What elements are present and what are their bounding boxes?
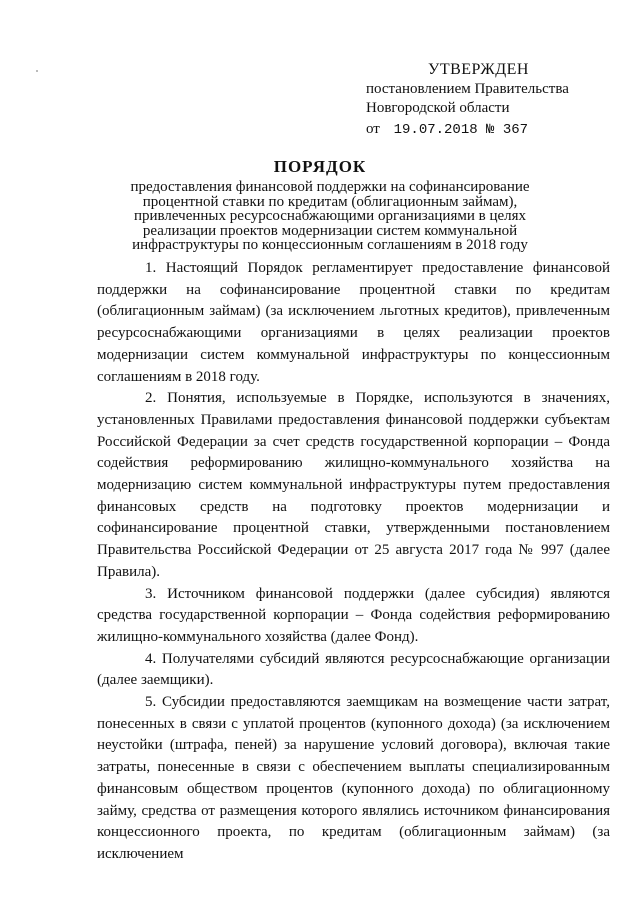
approval-date-value: 19.07.2018 № 367 bbox=[393, 122, 529, 138]
approval-stamp bbox=[366, 60, 626, 140]
document-subtitle: предоставления финансовой поддержки на софинансирование процентной ставки по кредитам (облигационным займам), привлеченных ресурсоснабжающими организациями в целях реализации проектов модернизации систем коммунальной инфраструктуры по концессионным соглашениям в 2018 году bbox=[130, 179, 530, 253]
paragraph-2: 2. Понятия, используемые в Порядке, используются в значениях, установленных Правилами предоставления финансовой поддержки субъектам Российской Федерации за счет средств государственной корпорации – Фонда содействия реформированию жилищно-коммунального хозяйства на модернизацию систем коммунальной инфраструктуры путем предоставления финансовых средств на подготовку проектов модернизации и софинансирование процентной ставки, утвержденными постановлением Правительства Российской Федерации от 25 августа 2017 года № 997 (далее Правила). bbox=[97, 390, 610, 580]
approval-line-1: постановлением Правительства bbox=[366, 81, 569, 97]
document-title: ПОРЯДОК bbox=[273, 157, 367, 176]
paragraph-3: 3. Источником финансовой поддержки (далее субсидия) являются средства государственной корпорации – Фонда содействия реформированию жилищно-коммунального хозяйства (далее Фонд). bbox=[97, 585, 610, 645]
approval-date-prefix: от bbox=[366, 121, 380, 137]
paragraph-4: 4. Получателями субсидий являются ресурсоснабжающие организации (далее заемщики). bbox=[97, 650, 610, 689]
approval-line-2: Новгородской области bbox=[366, 100, 510, 116]
paragraph-1: 1. Настоящий Порядок регламентирует предоставление финансовой поддержки на софинансирование процентной ставки по кредитам (облигационным займам) (за исключением льготных кредитов), привлеченным ресурсоснабжающими организациями в целях реализации проектов модернизации систем коммунальной инфраструктуры по концессионным соглашениям в 2018 году. bbox=[97, 260, 610, 385]
paragraph-5: 5. Субсидии предоставляются заемщикам на возмещение части затрат, понесенных в связи с уплатой процентов (купонного дохода) (за исключением неустойки (штрафа, пеней) за нарушение условий договора), включая такие затраты, понесенные в связи с обеспечением выплаты специализированным финансовым обществом процентов (купонного дохода) по облигационному займу, средства от размещения которого являлись источником финансирования концессионного проекта, по кредитам (облигационным займам) (за исключением bbox=[97, 694, 610, 862]
scan-speck bbox=[36, 70, 38, 72]
approval-title: УТВЕРЖДЕН bbox=[428, 61, 529, 78]
approval-date bbox=[366, 120, 626, 140]
document-body bbox=[97, 258, 610, 866]
